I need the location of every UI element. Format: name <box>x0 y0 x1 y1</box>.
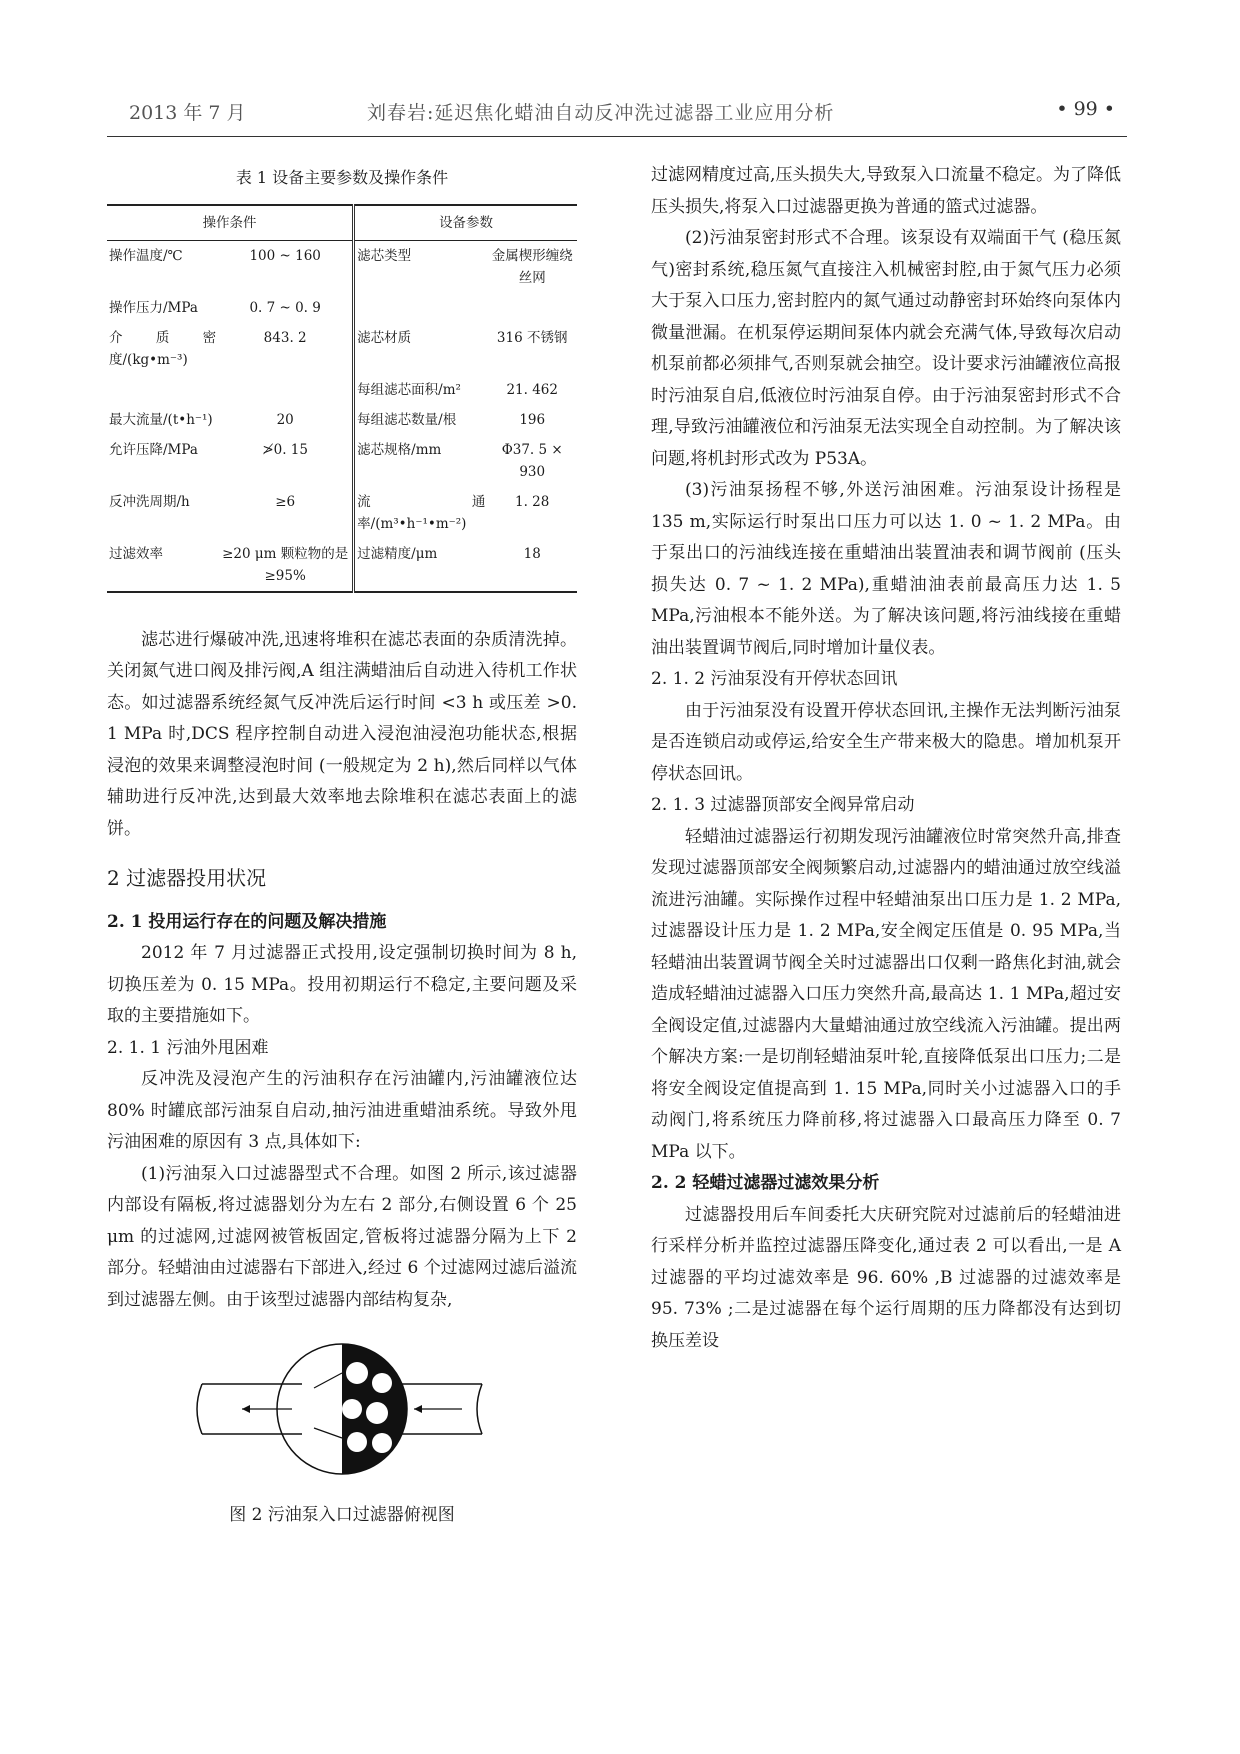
table-cell: 滤芯类型 <box>357 247 412 264</box>
header-date: 2013 年 7 月 <box>129 102 246 124</box>
table-cell: 20 <box>218 405 353 435</box>
table-cell: 每组滤芯数量/根 <box>357 411 457 428</box>
section-heading-2-1: 2. 1 投用运行存在的问题及解决措施 <box>107 911 387 932</box>
table-cell <box>354 293 488 323</box>
filter-screen <box>366 1402 388 1424</box>
table-row <box>107 323 577 375</box>
table-cell: 操作温度/℃ <box>109 247 183 264</box>
figure-caption: 图 2 污油泵入口过滤器俯视图 <box>229 1504 455 1525</box>
table-1 <box>107 162 577 593</box>
paragraph: 2012 年 7 月过滤器正式投用,设定强制切换时间为 8 h,切换压差为 0. 15 MPa。投用初期运行不稳定,主要问题及采取的主要措施如下。 <box>107 943 577 1026</box>
table-row <box>107 375 577 405</box>
table-cell: 316 不锈钢 <box>496 329 568 346</box>
paragraph: 由于污油泵没有设置开停状态回讯,主操作无法判断污油泵是否连锁启动或停运,给安全生产带来极大的隐患。增加机泵开停状态回讯。 <box>651 700 1121 784</box>
section-heading-2-1-2: 2. 1. 2 污油泵没有开停状态回讯 <box>651 669 898 689</box>
table-cell: 100 ~ 160 <box>218 240 353 293</box>
arrow-head <box>242 1405 250 1413</box>
table-row <box>107 240 577 293</box>
paragraph: 反冲洗及浸泡产生的污油积存在污油罐内,污油罐液位达 80% 时罐底部污油泵自启动,抽污油进重蜡油系统。导致外甩污油困难的原因有 3 点,具体如下: <box>107 1069 577 1152</box>
table-row <box>107 405 577 435</box>
left-column <box>107 162 577 1531</box>
table-cell: ≥6 <box>218 487 353 539</box>
table-cell: 0. 7 ~ 0. 9 <box>218 293 353 323</box>
paragraph: 过滤网精度过高,压头损失大,导致泵入口流量不稳定。为了降低压头损失,将泵入口过滤器更换为普通的篮式过滤器。 <box>651 165 1121 217</box>
table-cell: 21. 462 <box>506 381 558 398</box>
table-cell: 18 <box>487 539 577 592</box>
table-cell <box>218 375 353 405</box>
table-cell <box>487 293 577 323</box>
section-heading-2-2: 2. 2 轻蜡过滤器过滤效果分析 <box>651 1173 880 1193</box>
table-cell: 滤芯规格/mm <box>357 441 442 458</box>
table-cell: 196 <box>519 411 546 428</box>
filter-screen <box>372 1433 392 1453</box>
outlet-pipe-end <box>477 1384 482 1434</box>
table-caption: 表 1 设备主要参数及操作条件 <box>235 168 449 187</box>
table-cell <box>107 375 218 405</box>
section-heading-2-1-1: 2. 1. 1 污油外甩困难 <box>107 1037 269 1058</box>
table-cell: 过滤效率 <box>107 539 218 592</box>
paragraph: 滤芯进行爆破冲洗,迅速将堆积在滤芯表面的杂质清洗掉。关闭氮气进口阀及排污阀,A 组注满蜡油后自动进入待机工作状态。如过滤器系统经氮气反冲洗后运行时间 <3 h 或压差 >0. 1 MPa 时,DCS 程序控制自动进入浸泡油浸泡功能状态,根据浸泡的效果来调整浸泡时间 (一般规定为 2 h),然后同样以气体辅助进行反冲洗,达到最大效率地去除堆积在滤芯表面上的滤饼。 <box>107 629 577 839</box>
filter-top-view-diagram <box>192 1338 492 1478</box>
right-column <box>651 160 1121 1357</box>
table-cell: 843. 2 <box>218 323 353 375</box>
table-cell: 允许压降/MPa <box>109 441 198 458</box>
section-heading-2: 2 过滤器投用状况 <box>107 866 267 890</box>
inlet-pipe-end <box>197 1384 202 1434</box>
table-head-right: 设备参数 <box>354 205 577 241</box>
paragraph: 轻蜡油过滤器运行初期发现污油罐液位时常突然升高,排查发现过滤器顶部安全阀频繁启动,过滤器内的蜡油通过放空线溢流进污油罐。实际操作过程中轻蜡油泵出口压力是 1. 2 MPa,过滤器设计压力是 1. 2 MPa,安全阀定压值是 0. 95 MPa,当轻蜡油出装置调节阀全关时过滤器出口仅剩一路焦化封油,就会造成轻蜡油过滤器入口压力突然升高,最高达 1. 1 MPa,超过安全阀设定值,过滤器内大量蜡油通过放空线流入污油罐。提出两个解决方案:一是切削轻蜡油泵叶轮,直接降低泵出口压力;二是将安全阀设定值提高到 1. 15 MPa,同时关小过滤器入口的手动阀门,将系统压力降前移,将过滤器入口最高压力降至 0. 7 MPa 以下。 <box>651 826 1121 1162</box>
table-cell: ≥20 μm 颗粒物的是≥95% <box>218 539 353 592</box>
table-cell: 1. 28 <box>515 493 550 510</box>
table-cell: 介质密度/(kg•m⁻³) <box>109 329 217 368</box>
running-header <box>107 98 1127 134</box>
paragraph: (1)污油泵入口过滤器型式不合理。如图 2 所示,该过滤器内部设有隔板,将过滤器划分为左右 2 部分,右侧设置 6 个 25 μm 的过滤网,过滤网被管板固定,管板将过滤器分隔为上下 2 部分。轻蜡油由过滤器右下部进入,经过 6 个过滤网过滤后溢流到过滤器左侧。由于该型过滤器内部结构复杂, <box>107 1163 577 1310</box>
filter-screen <box>372 1373 392 1393</box>
page-number: • 99 • <box>1056 98 1115 120</box>
flow-arrow <box>314 1428 342 1438</box>
table-row <box>107 539 577 592</box>
table-cell: 流通率/(m³•h⁻¹•m⁻²) <box>357 493 486 532</box>
table-row <box>107 487 577 539</box>
header-title: 刘春岩:延迟焦化蜡油自动反冲洗过滤器工业应用分析 <box>367 102 835 124</box>
arrow-head <box>414 1405 422 1413</box>
section-heading-2-1-3: 2. 1. 3 过滤器顶部安全阀异常启动 <box>651 795 915 815</box>
table-cell: Φ37. 5 × 930 <box>501 441 563 480</box>
table-cell: 每组滤芯面积/m² <box>357 381 461 398</box>
table-cell: 最大流量/(t•h⁻¹) <box>109 411 213 428</box>
filter-screen <box>347 1432 367 1452</box>
table-cell: 过滤精度/μm <box>354 539 488 592</box>
paragraph: (3)污油泵扬程不够,外送污油困难。污油泵设计扬程是 135 m,实际运行时泵出口压力可以达 1. 0 ~ 1. 2 MPa。由于泵出口的污油线连接在重蜡油出装置油表和调节阀前 (压头损失达 0. 7 ~ 1. 2 MPa),重蜡油油表前最高压力达 1. 5 MPa,污油根本不能外送。为了解决该问题,将污油线接在重蜡油出装置调节阀后,同时增加计量仪表。 <box>651 480 1121 658</box>
filter-screen <box>346 1362 368 1384</box>
table-cell: ≯0. 15 <box>218 435 353 487</box>
paragraph: 过滤器投用后车间委托大庆研究院对过滤前后的轻蜡油进行采样分析并监控过滤器压降变化,通过表 2 可以看出,一是 A 过滤器的平均过滤效率是 96. 60% ,B 过滤器的过滤效率是 95. 73% ;二是过滤器在每个运行周期的压力降都没有达到切换压差设 <box>651 1204 1121 1351</box>
flow-arrow <box>314 1373 342 1388</box>
table-row <box>107 293 577 323</box>
parameter-table <box>107 204 577 593</box>
table-cell: 金属楔形缠绕丝网 <box>491 247 573 286</box>
table-cell: 操作压力/MPa <box>109 299 198 316</box>
table-row <box>107 435 577 487</box>
table-cell: 反冲洗周期/h <box>109 493 190 510</box>
table-head-left: 操作条件 <box>107 205 354 241</box>
table-cell: 滤芯材质 <box>357 329 412 346</box>
paragraph: (2)污油泵密封形式不合理。该泵设有双端面干气 (稳压氮气)密封系统,稳压氮气直接注入机械密封腔,由于氮气压力必须大于泵入口压力,密封腔内的氮气通过动静密封环始终向泵体内微量泄漏。在机泵停运期间泵体内就会充满气体,导致每次启动机泵前都必须排气,否则泵就会抽空。设计要求污油罐液位高报时污油泵自启,低液位时污油泵自停。由于污油泵密封形式不合理,导致污油罐液位和污油泵无法实现全自动控制。为了解决该问题,将机封形式改为 P53A。 <box>651 228 1121 469</box>
figure-2 <box>107 1338 577 1531</box>
header-rule <box>107 136 1127 137</box>
filter-screen <box>342 1399 362 1419</box>
